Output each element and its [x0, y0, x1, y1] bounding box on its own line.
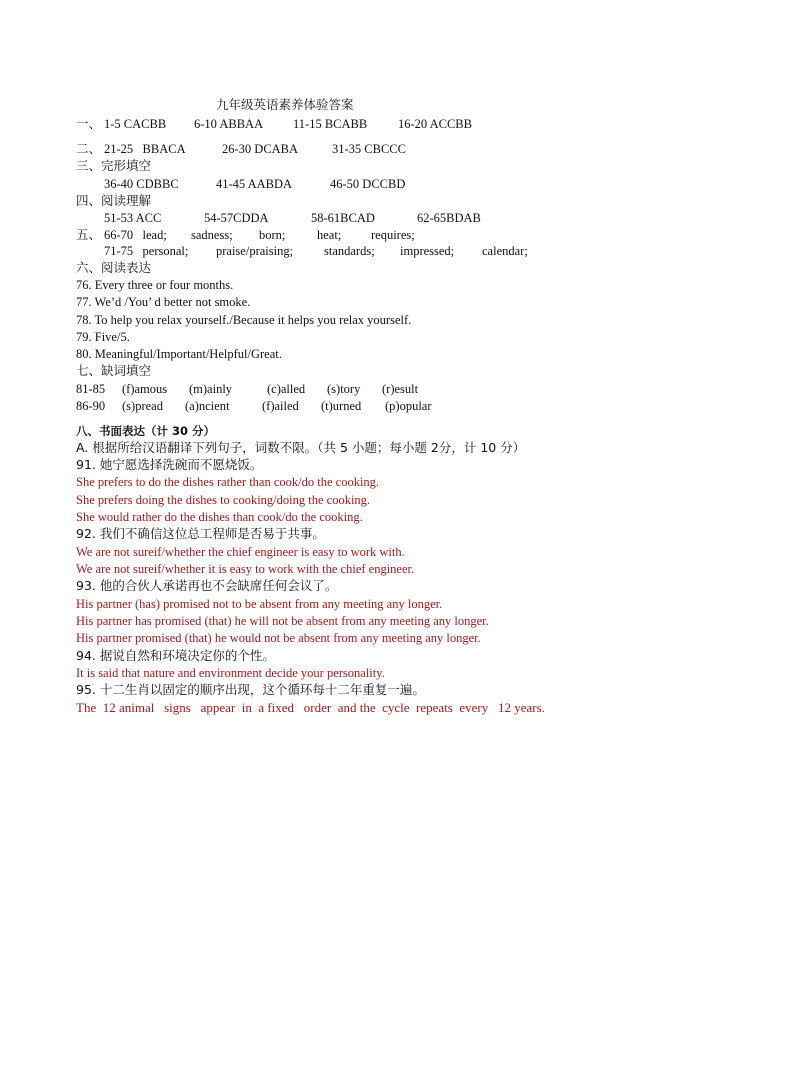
answer-word: (p)opular [385, 399, 432, 413]
answer-line: 78. To help you relax yourself./Because it helps you relax yourself. [76, 313, 412, 327]
answer-group: 31-35 CBCCC [332, 142, 406, 156]
answer-line: She would rather do the dishes than cook/do the cooking. [76, 510, 363, 524]
answer-word: requires; [371, 228, 415, 242]
answer-line: The 12 animal signs appear in a fixed order and the cycle repeats every 12 years. [76, 700, 545, 715]
answer-group: 16-20 ACCBB [398, 117, 472, 131]
section-7-label: 七、缺词填空 [76, 363, 152, 378]
answer-word: (a)ncient [185, 399, 230, 413]
answer-line: His partner (has) promised not to be absent from any meeting any longer. [76, 597, 443, 611]
section-8-label: 八、书面表达（计 30 分） [76, 424, 216, 438]
question-91: 91. 她宁愿选择洗碗而不愿烧饭。 [76, 457, 263, 472]
section-2-label: 二、 [76, 141, 102, 156]
answer-word: born; [259, 228, 286, 242]
answer-group: 41-45 AABDA [216, 177, 293, 191]
answer-word: (r)esult [382, 382, 419, 396]
answer-word: praise/praising; [216, 244, 294, 258]
section-6-label: 六、阅读表达 [76, 260, 152, 275]
answer-word: calendar; [482, 244, 528, 258]
answer-word: (t)urned [321, 399, 362, 413]
section-4-label: 四、阅读理解 [76, 193, 152, 208]
question-94: 94. 据说自然和环境决定你的个性。 [76, 648, 275, 663]
answer-line: 80. Meaningful/Important/Helpful/Great. [76, 347, 282, 361]
answer-word: 81-85 [76, 382, 106, 396]
answer-word: 86-90 [76, 399, 106, 413]
answer-word: (f)ailed [262, 399, 299, 413]
answer-group: 11-15 BCABB [293, 117, 368, 131]
answer-group: 62-65BDAB [417, 211, 481, 225]
answer-line: We are not sureif/whether the chief engineer is easy to work with. [76, 545, 405, 559]
answer-word: (c)alled [267, 382, 306, 396]
answer-line: 77. We’d /You’ d better not smoke. [76, 295, 251, 309]
question-93: 93. 他的合伙人承诺再也不会缺席任何会议了。 [76, 578, 338, 593]
answer-word: (f)amous [122, 382, 168, 396]
answer-line: It is said that nature and environment decide your personality. [76, 666, 385, 680]
section-8-instruction: A. 根据所给汉语翻译下列句子，词数不限。（共 5 小题；每小题 2分，计 10 分） [76, 440, 526, 455]
answer-line: His partner promised (that) he would not be absent from any meeting any longer. [76, 631, 481, 645]
question-92: 92. 我们不确信这位总工程师是否易于共事。 [76, 526, 325, 541]
answer-word: (s)pread [122, 399, 163, 413]
answer-group: 36-40 CDBBC [104, 177, 179, 191]
answer-group: 1-5 CACBB [104, 117, 167, 131]
answer-word: 71-75 personal; [104, 244, 189, 258]
question-95: 95. 十二生肖以固定的顺序出现，这个循环每十二年重复一遍。 [76, 682, 425, 697]
answer-line: We are not sureif/whether it is easy to work with the chief engineer. [76, 562, 415, 576]
answer-line: 79. Five/5. [76, 330, 130, 344]
section-1-label: 一、 [76, 116, 102, 131]
answer-word: 66-70 lead; [104, 228, 167, 242]
answer-word: heat; [317, 228, 342, 242]
answer-line: She prefers doing the dishes to cooking/doing the cooking. [76, 493, 371, 507]
answer-group: 6-10 ABBAA [194, 117, 264, 131]
section-5-label: 五、 [76, 227, 102, 242]
answer-word: sadness; [191, 228, 233, 242]
answer-group: 51-53 ACC [104, 211, 162, 225]
answer-line: 76. Every three or four months. [76, 278, 234, 292]
answer-group: 21-25 BBACA [104, 142, 186, 156]
page-title: 九年级英语素养体验答案 [216, 97, 354, 112]
answer-word: (s)tory [327, 382, 361, 396]
answer-group: 26-30 DCABA [222, 142, 299, 156]
answer-word: (m)ainly [189, 382, 233, 396]
answer-word: impressed; [400, 244, 455, 258]
answer-group: 54-57CDDA [204, 211, 269, 225]
answer-group: 58-61BCAD [311, 211, 375, 225]
answer-line: She prefers to do the dishes rather than cook/do the cooking. [76, 475, 380, 489]
section-3-label: 三、完形填空 [76, 158, 152, 173]
answer-word: standards; [324, 244, 375, 258]
answer-line: His partner has promised (that) he will not be absent from any meeting any longer. [76, 614, 489, 628]
answer-group: 46-50 DCCBD [330, 177, 406, 191]
